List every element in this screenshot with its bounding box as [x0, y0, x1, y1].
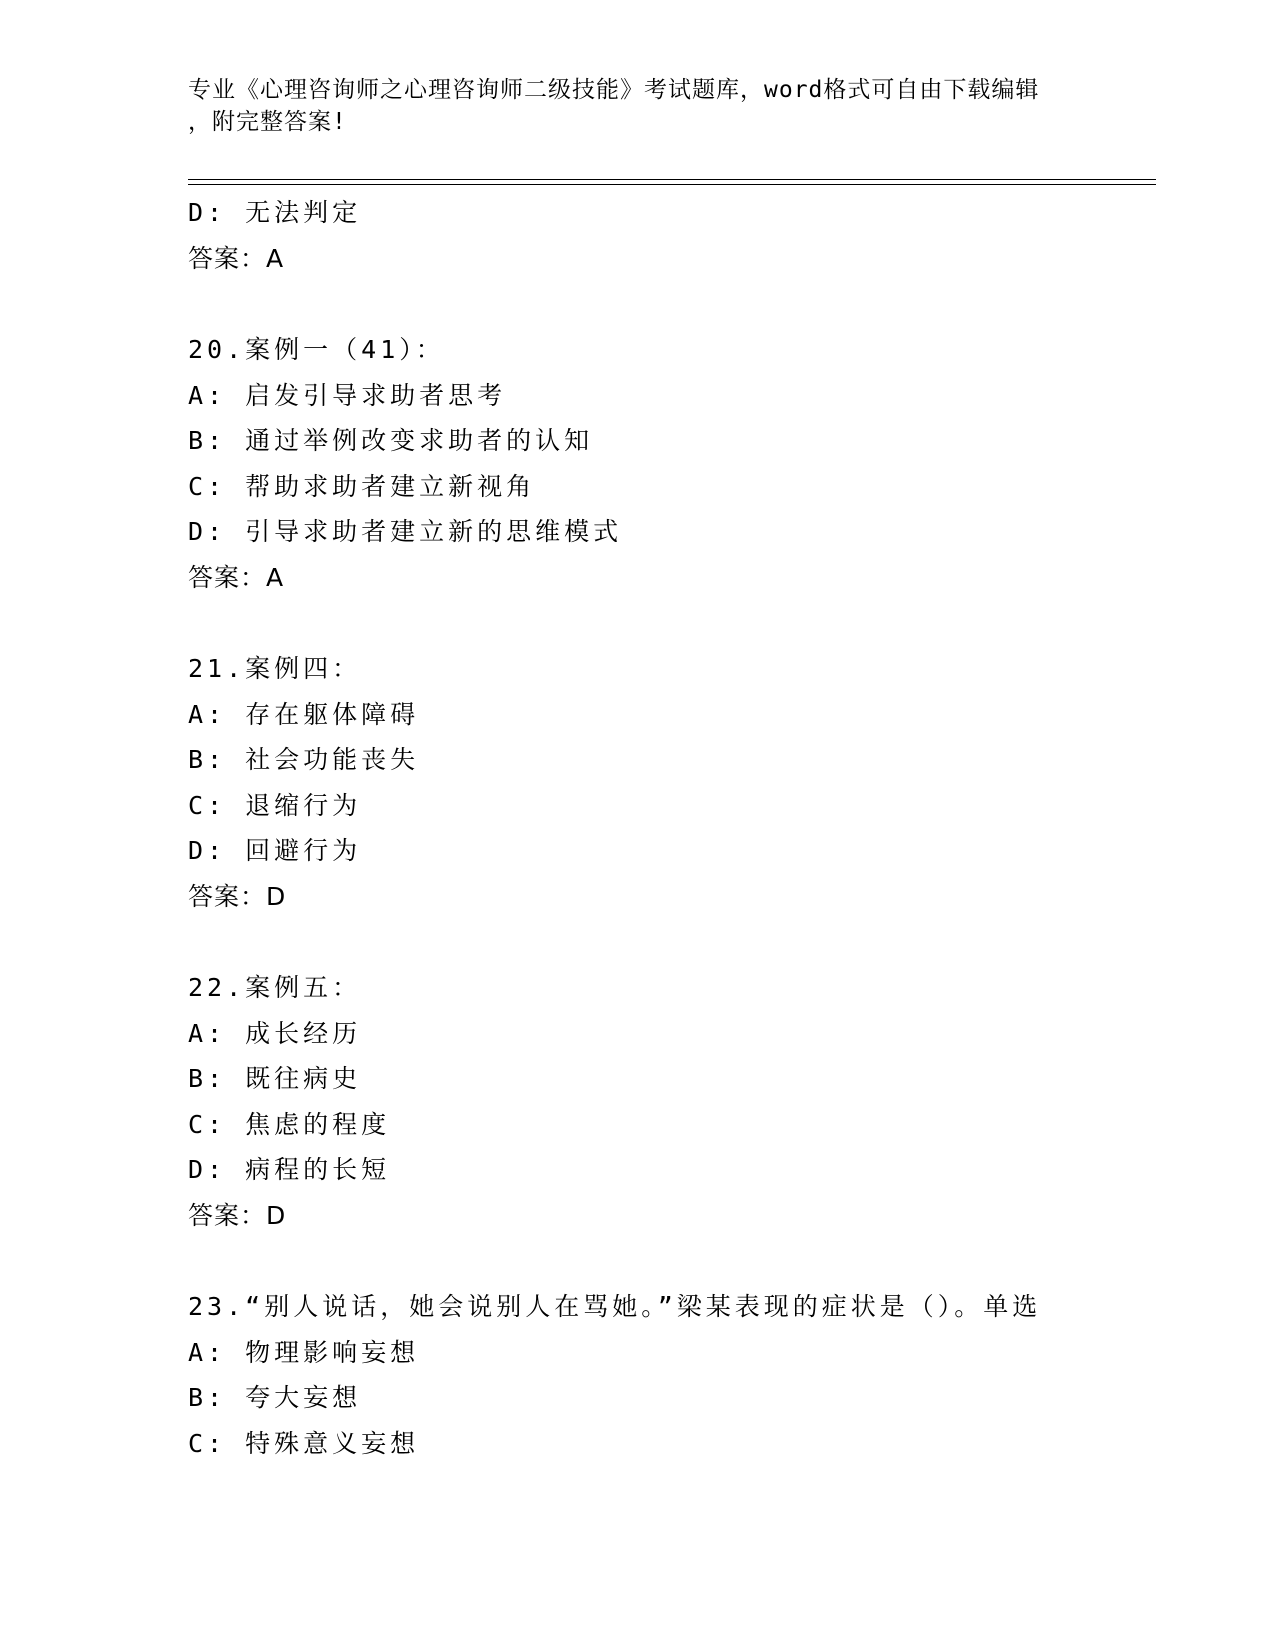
spacer: [188, 919, 1156, 965]
answer-label: 答案：A: [188, 562, 285, 592]
header-title-line2: ，附完整答案!: [188, 109, 347, 135]
option-d: D: 引导求助者建立新的思维模式: [188, 517, 623, 546]
option-d: D: 病程的长短: [188, 1155, 391, 1184]
question-stem: 23.“别人说话，她会说别人在骂她。”梁某表现的症状是（）。单选: [188, 1292, 1042, 1321]
option-a: A: 成长经历: [188, 1018, 362, 1048]
question-stem: 22.案例五：: [188, 973, 362, 1002]
option-b: B: 既往病史: [188, 1064, 362, 1093]
answer-label: 答案：D: [188, 881, 287, 911]
option-b: B: 通过举例改变求助者的认知: [188, 426, 594, 455]
spacer: [188, 1238, 1156, 1284]
answer-label: 答案：D: [188, 1200, 287, 1230]
question-list: [188, 190, 1156, 1466]
option-a: A: 存在躯体障碍: [188, 699, 420, 729]
option-c: C: 帮助求助者建立新视角: [188, 471, 536, 501]
option-d: D: 回避行为: [188, 836, 362, 865]
header-divider-bottom: [188, 184, 1156, 185]
option-c: C: 退缩行为: [188, 790, 362, 820]
question-block-22: [188, 965, 1156, 1238]
question-block-20: [188, 327, 1156, 600]
option-c: C: 焦虑的程度: [188, 1109, 391, 1139]
option-d: D: 无法判定: [188, 198, 362, 227]
answer-label: 答案：A: [188, 243, 285, 273]
document-header: [188, 74, 1068, 138]
header-divider-top: [188, 179, 1156, 180]
option-c: C: 特殊意义妄想: [188, 1428, 420, 1458]
option-b: B: 夸大妄想: [188, 1383, 362, 1412]
question-stem: 21.案例四：: [188, 654, 362, 683]
question-block-19: [188, 190, 1156, 281]
option-b: B: 社会功能丧失: [188, 745, 420, 774]
header-title-line1: 专业《心理咨询师之心理咨询师二级技能》考试题库，word格式可自由下载编辑: [188, 77, 1040, 103]
option-a: A: 物理影响妄想: [188, 1337, 420, 1367]
spacer: [188, 600, 1156, 646]
question-block-21: [188, 646, 1156, 919]
question-block-23: [188, 1284, 1156, 1466]
spacer: [188, 281, 1156, 327]
option-a: A: 启发引导求助者思考: [188, 380, 507, 410]
question-stem: 20.案例一（41）：: [188, 335, 445, 364]
